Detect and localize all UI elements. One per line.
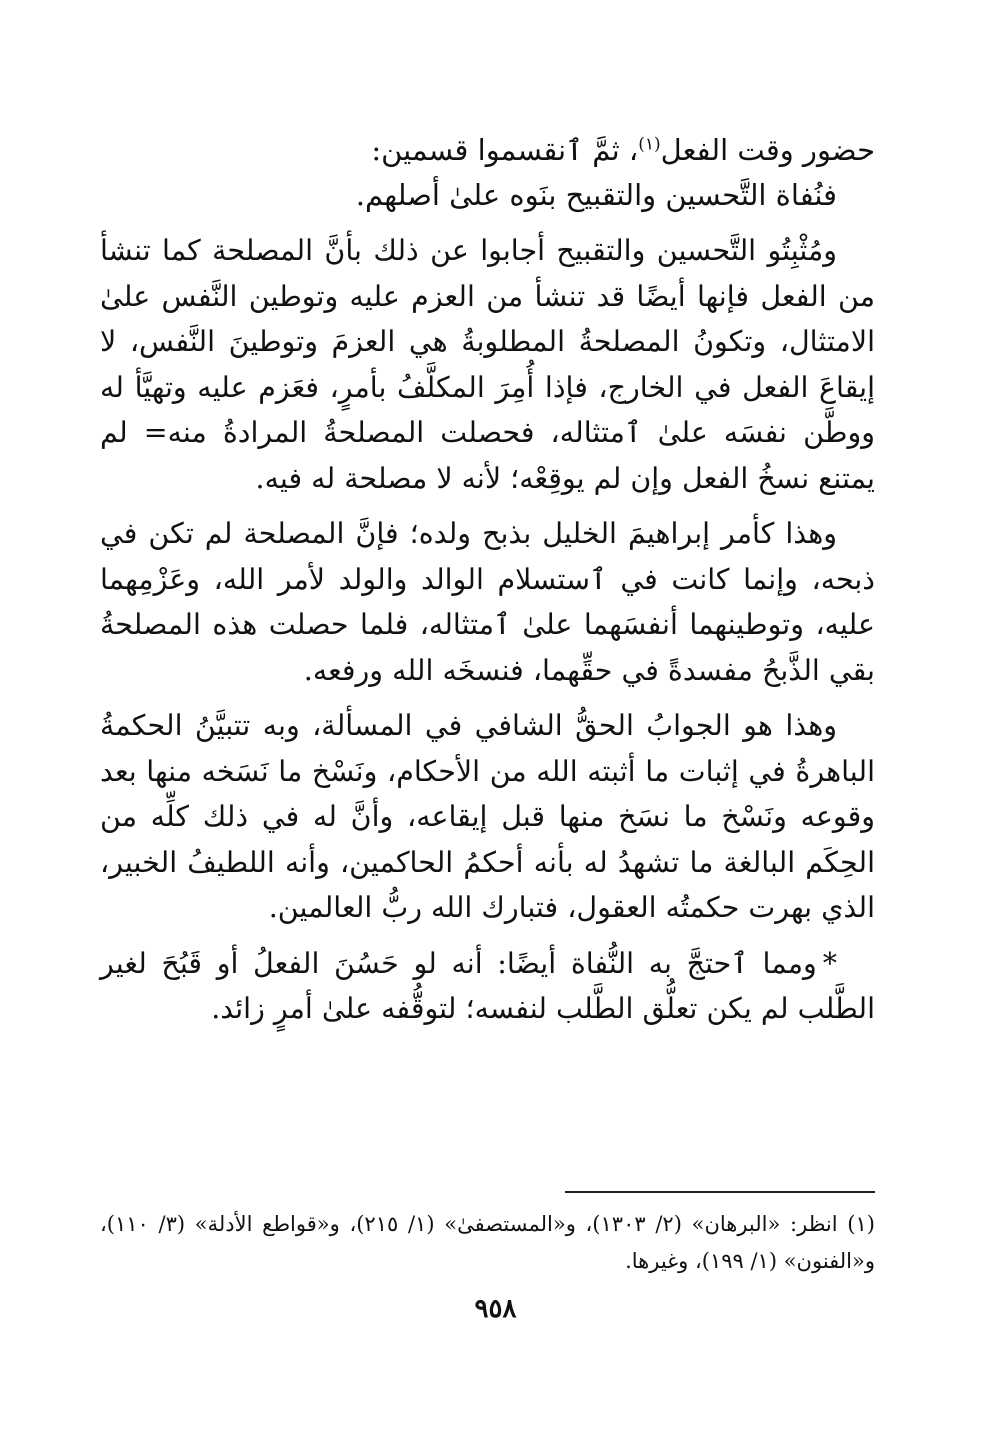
- star-marker-icon: *: [822, 946, 837, 980]
- text-line-2: فنُفاة التَّحسين والتقبيح بنَوه علىٰ أصلهم.: [355, 178, 837, 212]
- footnote-separator: [565, 1191, 875, 1193]
- footnote-1: (١) انظر: «البرهان» (٢/ ١٣٠٣)، و«المستصفىٰ» (١/ ٢١٥)، و«قواطع الأدلة» (٣/ ١١٠)، و«الفنون» (١/ ١٩٩)، وغيرها.: [100, 1212, 875, 1273]
- paragraph-4: [100, 941, 875, 1032]
- text-fragment: ، ثمَّ ٱنقسموا قسمين:: [371, 133, 639, 167]
- footnote-reference[interactable]: (١): [638, 134, 661, 155]
- text-fragment: حضور وقت الفعل: [660, 133, 875, 167]
- text-line-1: [100, 128, 875, 173]
- paragraph-3: وهذا هو الجوابُ الحقُّ الشافي في المسألة، وبه تتبيَّنُ الحكمةُ الباهرةُ في إثبات ما أثبته الله من الأحكام، ونَسْخ ما نَسَخه منها بعد وقوعه ونَسْخ ما نسَخ منها قبل إيقاعه، وأنَّ له في ذلك كلِّه من الحِكَم البالغة ما تشهدُ له بأنه أحكمُ الحاكمين، وأنه اللطيفُ الخبير، الذي بهرت حكمتُه العقول، فتبارك الله ربُّ العالمين.: [100, 709, 875, 924]
- page-number: ٩٥٨: [474, 1294, 517, 1324]
- footnotes: [100, 1206, 875, 1280]
- page-body: [100, 128, 875, 1032]
- paragraph-1: ومُثْبِتُو التَّحسين والتقبيح أجابوا عن ذلك بأنَّ المصلحة كما تنشأ من الفعل فإنها أيضًا قد تنشأ من العزم عليه وتوطين النَّفس علىٰ الامتثال، وتكونُ المصلحةُ المطلوبةُ هي العزمَ وتوطينَ النَّفس، لا إيقاعَ الفعل في الخارج، فإذا أُمِرَ المكلَّفُ بأمرٍ، فعَزم عليه وتهيَّأ له ووطَّن نفسَه علىٰ ٱمتثاله، فحصلت المصلحةُ المرادةُ منه= لم يمتنع نسخُ الفعل وإن لم يوقِعْه؛ لأنه لا مصلحة له فيه.: [100, 234, 875, 495]
- paragraph-2: وهذا كأمر إبراهيمَ الخليل بذبح ولده؛ فإنَّ المصلحة لم تكن في ذبحه، وإنما كانت في ٱستسلام الوالد والولد لأمر الله، وعَزْمِهما عليه، وتوطينهما أنفسَهما علىٰ ٱمتثاله، فلما حصلت هذه المصلحةُ بقي الذَّبحُ مفسدةً في حقِّهما، فنسخَه الله ورفعه.: [100, 517, 875, 687]
- paragraph-4-text: ومما ٱحتجَّ به النُّفاة أيضًا: أنه لو حَسُنَ الفعلُ أو قَبُحَ لغير الطَّلب لم يكن تعلُّق الطَّلب لنفسه؛ لتوقُّفه علىٰ أمرٍ زائد.: [100, 946, 875, 1025]
